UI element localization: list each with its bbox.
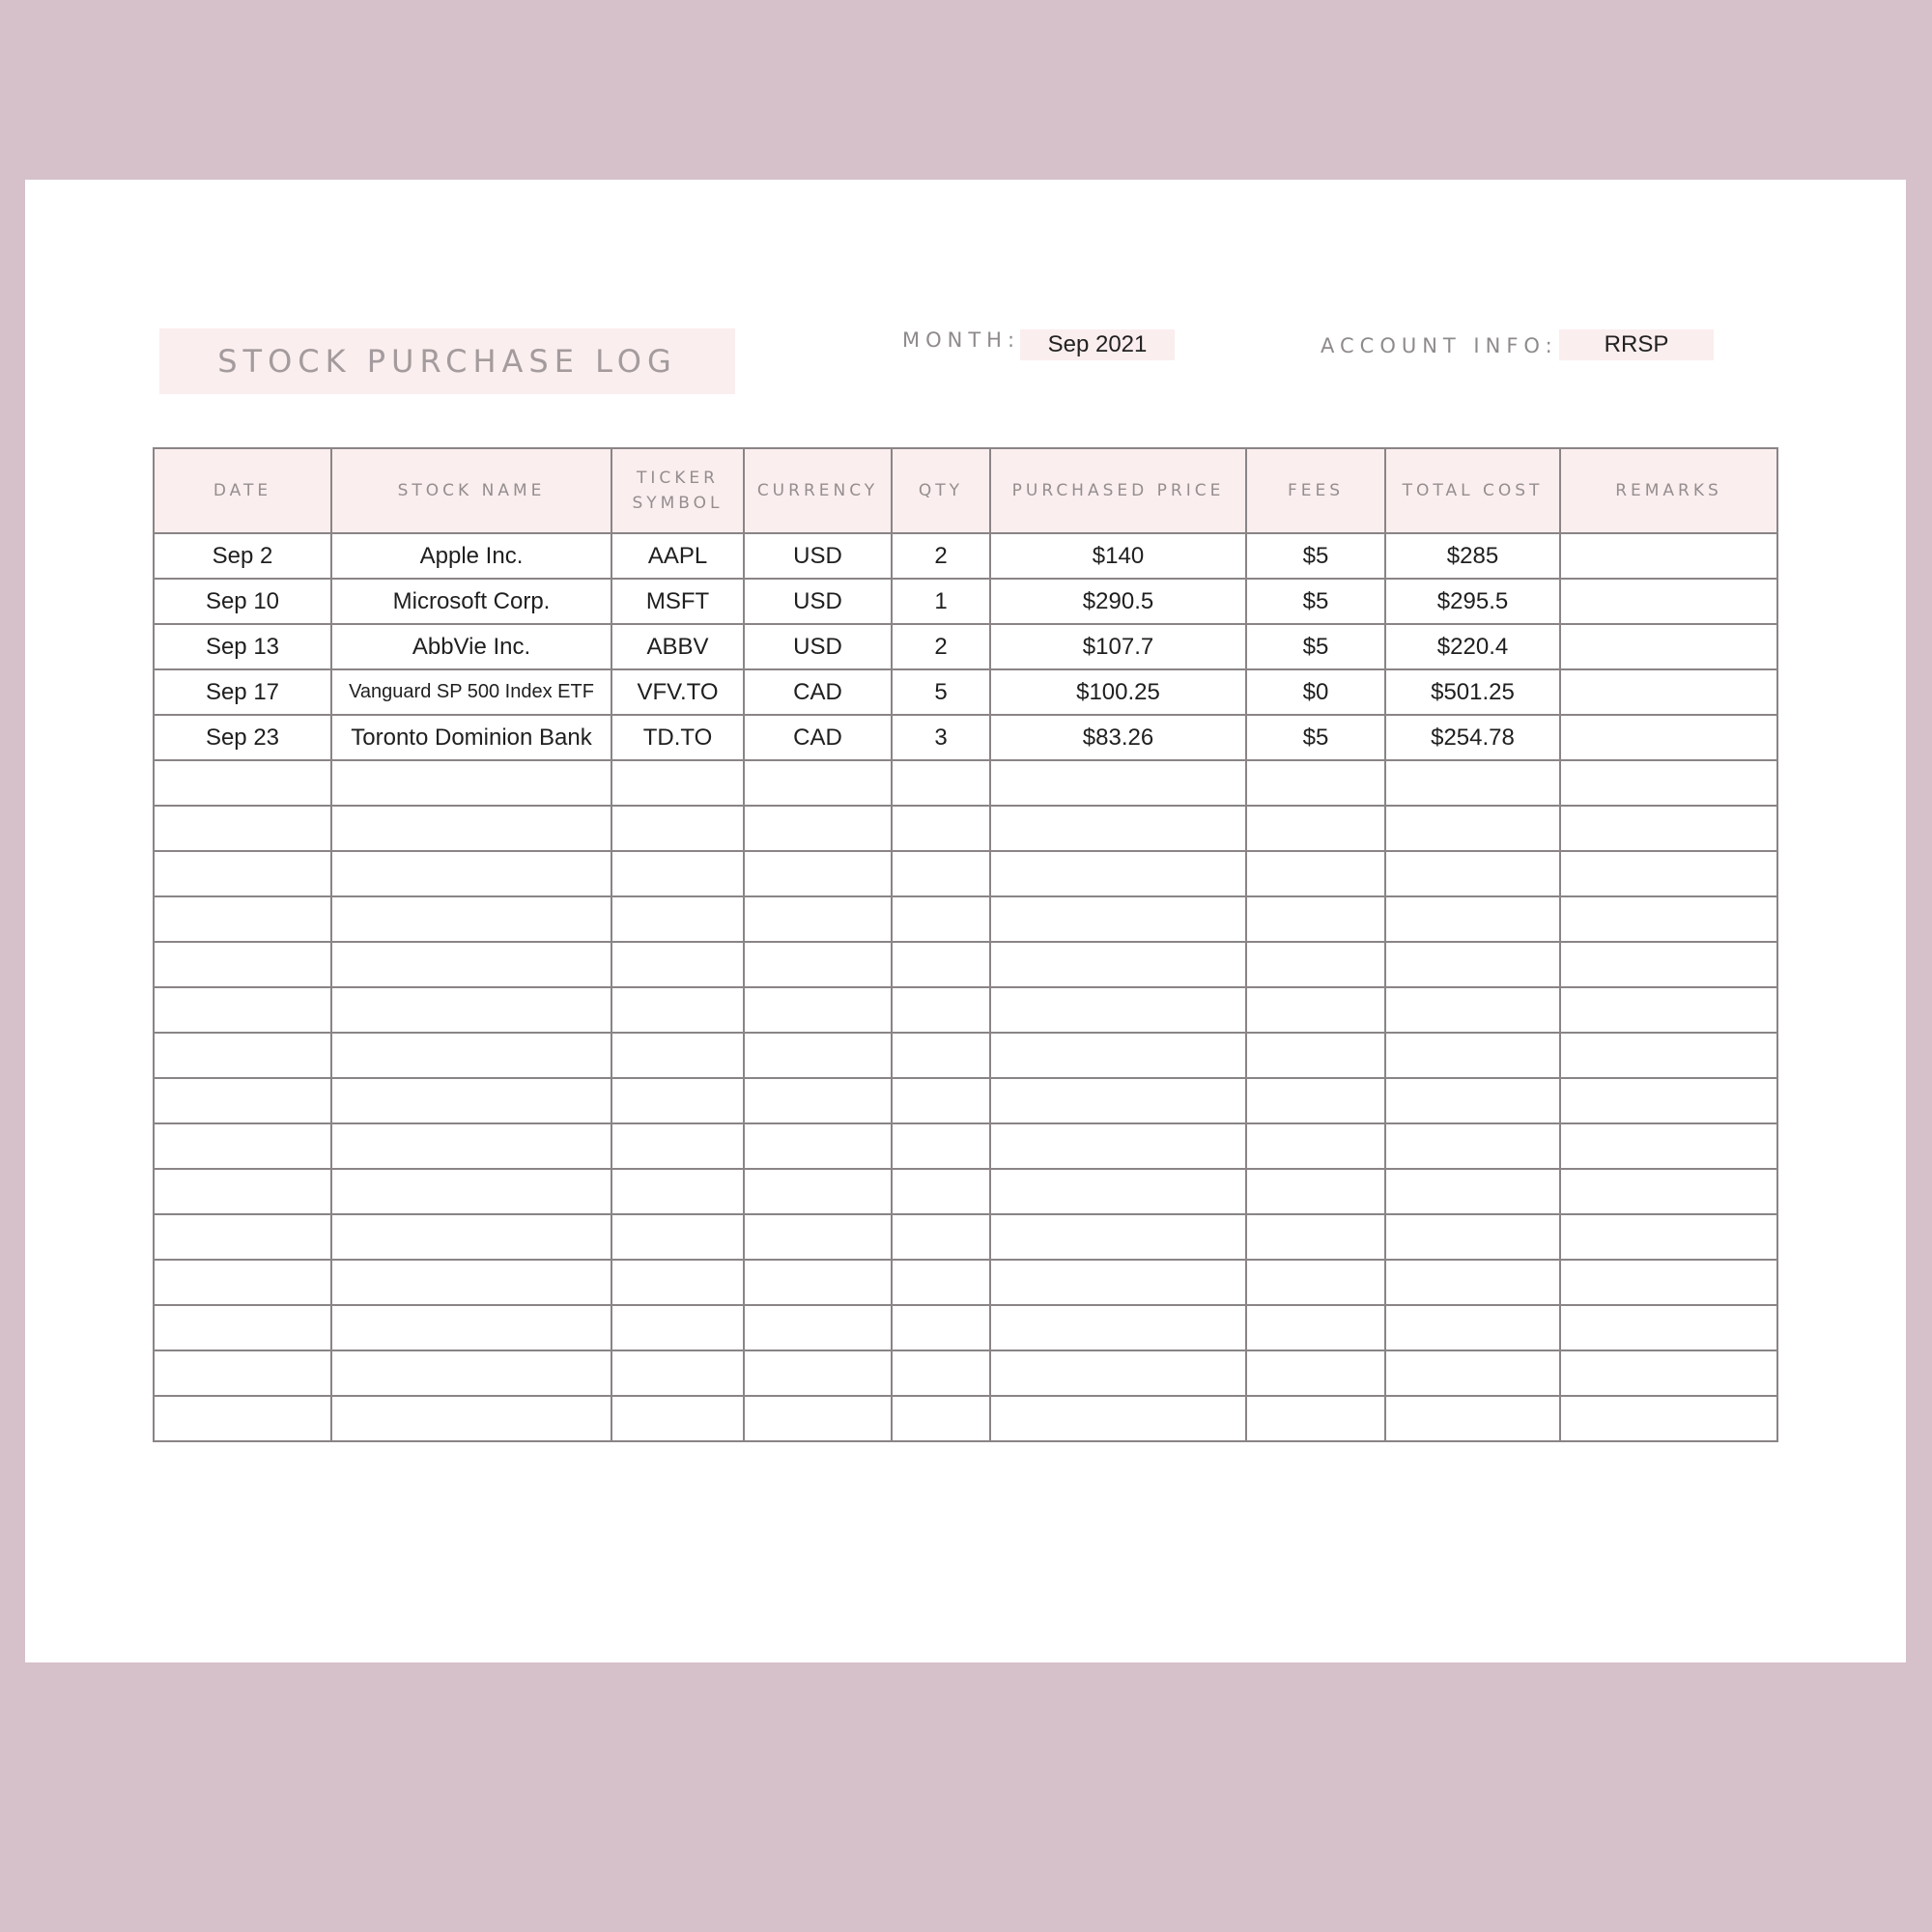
cell-remarks[interactable] (1560, 1169, 1777, 1214)
cell-currency[interactable] (744, 1214, 892, 1260)
cell-total-cost[interactable]: $295.5 (1385, 579, 1560, 624)
empty-table-row (154, 851, 1777, 896)
cell-stock-name[interactable] (331, 760, 611, 806)
cell-ticker[interactable] (611, 1033, 744, 1078)
cell-remarks[interactable] (1560, 1305, 1777, 1350)
cell-purchased-price[interactable] (990, 1123, 1246, 1169)
cell-date[interactable] (154, 1396, 331, 1441)
cell-ticker[interactable] (611, 1123, 744, 1169)
cell-stock-name[interactable] (331, 851, 611, 896)
cell-fees[interactable] (1246, 1033, 1385, 1078)
cell-date[interactable] (154, 896, 331, 942)
cell-purchased-price[interactable] (990, 1350, 1246, 1396)
cell-remarks[interactable] (1560, 669, 1777, 715)
cell-currency[interactable]: USD (744, 533, 892, 579)
table-row (154, 715, 1777, 760)
cell-stock-name[interactable] (331, 1396, 611, 1441)
cell-date[interactable] (154, 942, 331, 987)
cell-remarks[interactable] (1560, 896, 1777, 942)
cell-currency[interactable]: CAD (744, 715, 892, 760)
cell-purchased-price[interactable]: $83.26 (990, 715, 1246, 760)
cell-date[interactable] (154, 1260, 331, 1305)
cell-purchased-price[interactable] (990, 942, 1246, 987)
cell-fees[interactable] (1246, 896, 1385, 942)
cell-ticker[interactable] (611, 806, 744, 851)
cell-total-cost[interactable]: $254.78 (1385, 715, 1560, 760)
cell-qty[interactable] (892, 1123, 990, 1169)
cell-date[interactable]: Sep 13 (154, 624, 331, 669)
log-sheet (25, 180, 1906, 1662)
empty-table-row (154, 1396, 1777, 1441)
cell-fees[interactable] (1246, 1214, 1385, 1260)
cell-fees[interactable]: $0 (1246, 669, 1385, 715)
cell-date[interactable] (154, 1169, 331, 1214)
cell-qty[interactable]: 3 (892, 715, 990, 760)
cell-date[interactable] (154, 1214, 331, 1260)
cell-remarks[interactable] (1560, 760, 1777, 806)
cell-total-cost[interactable] (1385, 1214, 1560, 1260)
month-label: MONTH: (902, 328, 1021, 352)
cell-total-cost[interactable] (1385, 1260, 1560, 1305)
cell-purchased-price[interactable] (990, 1260, 1246, 1305)
ticker-header-line1: TICKER (637, 469, 719, 488)
cell-qty[interactable]: 5 (892, 669, 990, 715)
cell-fees[interactable] (1246, 1396, 1385, 1441)
cell-currency[interactable] (744, 1123, 892, 1169)
cell-purchased-price[interactable] (990, 1033, 1246, 1078)
cell-stock-name[interactable] (331, 1078, 611, 1123)
cell-ticker[interactable]: VFV.TO (611, 669, 744, 715)
cell-remarks[interactable] (1560, 851, 1777, 896)
cell-fees[interactable] (1246, 942, 1385, 987)
col-header-qty: QTY (892, 448, 990, 533)
cell-currency[interactable] (744, 1169, 892, 1214)
cell-qty[interactable] (892, 1396, 990, 1441)
cell-ticker[interactable] (611, 1169, 744, 1214)
cell-total-cost[interactable] (1385, 1033, 1560, 1078)
cell-qty[interactable] (892, 1260, 990, 1305)
cell-date[interactable]: Sep 10 (154, 579, 331, 624)
cell-total-cost[interactable] (1385, 1123, 1560, 1169)
cell-stock-name[interactable]: AbbVie Inc. (331, 624, 611, 669)
cell-qty[interactable] (892, 1078, 990, 1123)
cell-stock-name[interactable] (331, 1350, 611, 1396)
cell-stock-name[interactable] (331, 1123, 611, 1169)
cell-stock-name[interactable] (331, 1305, 611, 1350)
cell-purchased-price[interactable] (990, 1214, 1246, 1260)
cell-purchased-price[interactable] (990, 1078, 1246, 1123)
cell-total-cost[interactable] (1385, 1305, 1560, 1350)
cell-qty[interactable] (892, 760, 990, 806)
cell-stock-name[interactable] (331, 942, 611, 987)
cell-date[interactable] (154, 1078, 331, 1123)
cell-currency[interactable] (744, 851, 892, 896)
cell-remarks[interactable] (1560, 1350, 1777, 1396)
cell-currency[interactable] (744, 942, 892, 987)
empty-table-row (154, 896, 1777, 942)
cell-qty[interactable] (892, 806, 990, 851)
cell-remarks[interactable] (1560, 579, 1777, 624)
cell-currency[interactable] (744, 1033, 892, 1078)
cell-stock-name[interactable] (331, 1214, 611, 1260)
col-header-date: DATE (154, 448, 331, 533)
cell-currency[interactable] (744, 1396, 892, 1441)
cell-currency[interactable]: USD (744, 624, 892, 669)
cell-date[interactable] (154, 1350, 331, 1396)
cell-ticker[interactable] (611, 760, 744, 806)
cell-purchased-price[interactable] (990, 1396, 1246, 1441)
cell-qty[interactable] (892, 1350, 990, 1396)
table-row (154, 669, 1777, 715)
cell-stock-name[interactable] (331, 1169, 611, 1214)
cell-date[interactable]: Sep 23 (154, 715, 331, 760)
cell-ticker[interactable] (611, 896, 744, 942)
cell-fees[interactable]: $5 (1246, 579, 1385, 624)
empty-table-row (154, 760, 1777, 806)
cell-remarks[interactable] (1560, 1033, 1777, 1078)
empty-table-row (154, 987, 1777, 1033)
cell-purchased-price[interactable] (990, 851, 1246, 896)
cell-currency[interactable] (744, 806, 892, 851)
month-field[interactable]: Sep 2021 (1020, 329, 1175, 360)
cell-fees[interactable]: $5 (1246, 715, 1385, 760)
cell-remarks[interactable] (1560, 806, 1777, 851)
cell-date[interactable] (154, 851, 331, 896)
cell-remarks[interactable] (1560, 1078, 1777, 1123)
cell-purchased-price[interactable] (990, 896, 1246, 942)
cell-fees[interactable] (1246, 1123, 1385, 1169)
table-row (154, 579, 1777, 624)
cell-total-cost[interactable] (1385, 896, 1560, 942)
cell-currency[interactable]: USD (744, 579, 892, 624)
cell-qty[interactable]: 2 (892, 624, 990, 669)
cell-ticker[interactable]: MSFT (611, 579, 744, 624)
cell-total-cost[interactable] (1385, 987, 1560, 1033)
page-title: STOCK PURCHASE LOG (217, 343, 677, 380)
cell-fees[interactable] (1246, 760, 1385, 806)
empty-table-row (154, 1169, 1777, 1214)
cell-stock-name[interactable] (331, 987, 611, 1033)
cell-currency[interactable] (744, 1078, 892, 1123)
cell-fees[interactable] (1246, 1078, 1385, 1123)
cell-date[interactable] (154, 987, 331, 1033)
cell-ticker[interactable] (611, 987, 744, 1033)
cell-ticker[interactable] (611, 1260, 744, 1305)
cell-stock-name[interactable] (331, 806, 611, 851)
cell-total-cost[interactable] (1385, 851, 1560, 896)
cell-purchased-price[interactable]: $140 (990, 533, 1246, 579)
cell-stock-name[interactable] (331, 896, 611, 942)
cell-purchased-price[interactable] (990, 760, 1246, 806)
cell-total-cost[interactable]: $501.25 (1385, 669, 1560, 715)
col-header-remarks: REMARKS (1560, 448, 1777, 533)
cell-fees[interactable]: $5 (1246, 624, 1385, 669)
cell-fees[interactable] (1246, 1305, 1385, 1350)
cell-qty[interactable] (892, 942, 990, 987)
cell-stock-name[interactable] (331, 1260, 611, 1305)
empty-table-row (154, 806, 1777, 851)
cell-remarks[interactable] (1560, 1214, 1777, 1260)
cell-stock-name[interactable]: Apple Inc. (331, 533, 611, 579)
cell-remarks[interactable] (1560, 533, 1777, 579)
cell-currency[interactable] (744, 987, 892, 1033)
cell-total-cost[interactable] (1385, 1396, 1560, 1441)
cell-purchased-price[interactable]: $290.5 (990, 579, 1246, 624)
cell-ticker[interactable] (611, 1078, 744, 1123)
cell-ticker[interactable]: AAPL (611, 533, 744, 579)
cell-date[interactable]: Sep 2 (154, 533, 331, 579)
cell-remarks[interactable] (1560, 987, 1777, 1033)
cell-fees[interactable] (1246, 987, 1385, 1033)
cell-ticker[interactable] (611, 1350, 744, 1396)
cell-qty[interactable] (892, 1305, 990, 1350)
empty-table-row (154, 1078, 1777, 1123)
cell-purchased-price[interactable] (990, 1305, 1246, 1350)
cell-ticker[interactable] (611, 1396, 744, 1441)
col-header-purchased-price: PURCHASED PRICE (990, 448, 1246, 533)
cell-total-cost[interactable] (1385, 1350, 1560, 1396)
stock-purchase-table (153, 447, 1778, 1442)
cell-qty[interactable] (892, 1033, 990, 1078)
cell-purchased-price[interactable]: $100.25 (990, 669, 1246, 715)
col-header-ticker-symbol (611, 448, 744, 533)
cell-qty[interactable]: 1 (892, 579, 990, 624)
cell-total-cost[interactable]: $285 (1385, 533, 1560, 579)
col-header-total-cost: TOTAL COST (1385, 448, 1560, 533)
cell-currency[interactable] (744, 896, 892, 942)
title-banner (159, 328, 735, 394)
cell-ticker[interactable]: ABBV (611, 624, 744, 669)
cell-ticker[interactable] (611, 942, 744, 987)
cell-ticker[interactable] (611, 1214, 744, 1260)
cell-currency[interactable] (744, 760, 892, 806)
cell-stock-name[interactable]: Vanguard SP 500 Index ETF (331, 669, 611, 715)
cell-fees[interactable]: $5 (1246, 533, 1385, 579)
cell-fees[interactable] (1246, 851, 1385, 896)
cell-remarks[interactable] (1560, 942, 1777, 987)
cell-total-cost[interactable] (1385, 942, 1560, 987)
cell-qty[interactable] (892, 851, 990, 896)
cell-ticker[interactable]: TD.TO (611, 715, 744, 760)
cell-remarks[interactable] (1560, 715, 1777, 760)
cell-remarks[interactable] (1560, 1260, 1777, 1305)
cell-total-cost[interactable] (1385, 1169, 1560, 1214)
cell-qty[interactable]: 2 (892, 533, 990, 579)
cell-purchased-price[interactable] (990, 987, 1246, 1033)
cell-purchased-price[interactable]: $107.7 (990, 624, 1246, 669)
cell-qty[interactable] (892, 1214, 990, 1260)
account-info-field[interactable]: RRSP (1559, 329, 1714, 360)
col-header-currency: CURRENCY (744, 448, 892, 533)
cell-fees[interactable] (1246, 806, 1385, 851)
cell-date[interactable] (154, 1033, 331, 1078)
cell-purchased-price[interactable] (990, 806, 1246, 851)
cell-total-cost[interactable]: $220.4 (1385, 624, 1560, 669)
cell-date[interactable] (154, 1305, 331, 1350)
cell-purchased-price[interactable] (990, 1169, 1246, 1214)
cell-currency[interactable] (744, 1260, 892, 1305)
table-header-row (154, 448, 1777, 533)
col-header-fees: FEES (1246, 448, 1385, 533)
empty-table-row (154, 1123, 1777, 1169)
cell-ticker[interactable] (611, 851, 744, 896)
cell-remarks[interactable] (1560, 1123, 1777, 1169)
cell-remarks[interactable] (1560, 624, 1777, 669)
cell-qty[interactable] (892, 987, 990, 1033)
cell-ticker[interactable] (611, 1305, 744, 1350)
cell-total-cost[interactable] (1385, 806, 1560, 851)
account-info-label: ACCOUNT INFO: (1321, 334, 1558, 357)
cell-currency[interactable]: CAD (744, 669, 892, 715)
col-header-stock-name: STOCK NAME (331, 448, 611, 533)
cell-qty[interactable] (892, 1169, 990, 1214)
cell-qty[interactable] (892, 896, 990, 942)
cell-stock-name[interactable] (331, 1033, 611, 1078)
empty-table-row (154, 1214, 1777, 1260)
cell-date[interactable] (154, 1123, 331, 1169)
empty-table-row (154, 1305, 1777, 1350)
cell-date[interactable] (154, 760, 331, 806)
empty-table-row (154, 1350, 1777, 1396)
cell-remarks[interactable] (1560, 1396, 1777, 1441)
cell-total-cost[interactable] (1385, 1078, 1560, 1123)
empty-table-row (154, 1260, 1777, 1305)
empty-table-row (154, 942, 1777, 987)
cell-date[interactable]: Sep 17 (154, 669, 331, 715)
cell-fees[interactable] (1246, 1260, 1385, 1305)
cell-total-cost[interactable] (1385, 760, 1560, 806)
cell-stock-name[interactable]: Microsoft Corp. (331, 579, 611, 624)
cell-stock-name[interactable]: Toronto Dominion Bank (331, 715, 611, 760)
table-row (154, 533, 1777, 579)
cell-fees[interactable] (1246, 1350, 1385, 1396)
cell-currency[interactable] (744, 1305, 892, 1350)
cell-fees[interactable] (1246, 1169, 1385, 1214)
empty-table-row (154, 1033, 1777, 1078)
cell-date[interactable] (154, 806, 331, 851)
table-row (154, 624, 1777, 669)
cell-currency[interactable] (744, 1350, 892, 1396)
ticker-header-line2: SYMBOL (632, 494, 724, 513)
